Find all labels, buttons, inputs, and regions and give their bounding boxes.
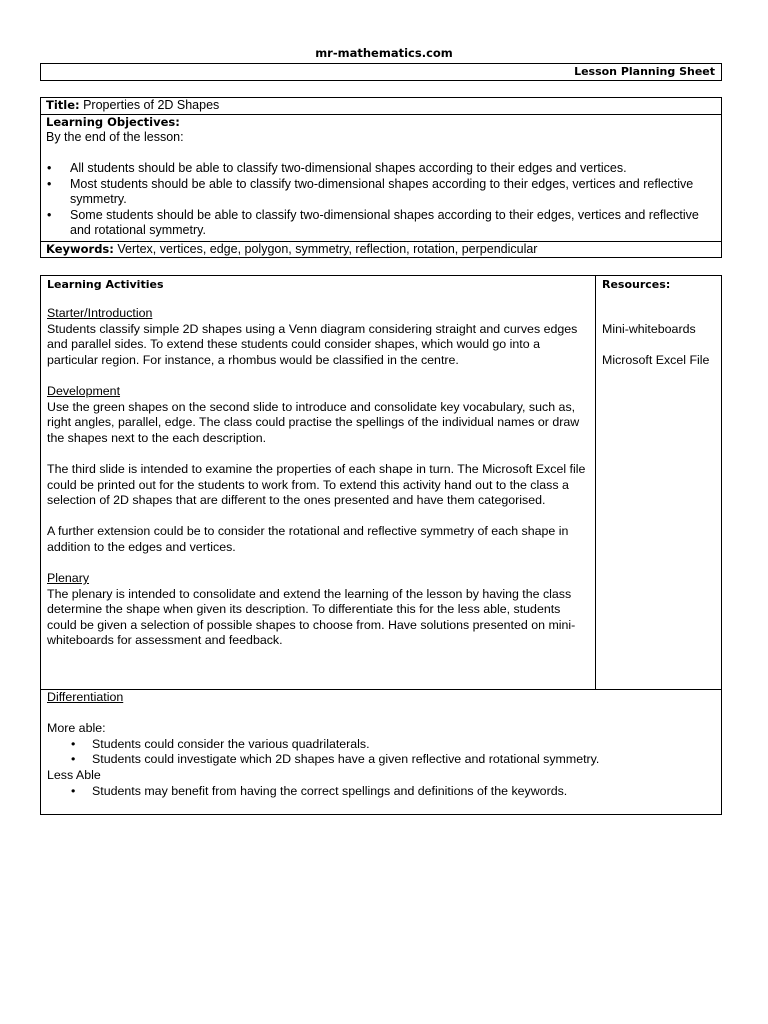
keywords-row bbox=[41, 242, 721, 258]
resources-heading: Resources: bbox=[602, 278, 671, 291]
list-item: • All students should be able to classify two-dimensional shapes according to their edges and vertices. bbox=[47, 161, 627, 176]
bullet-icon: • bbox=[47, 176, 52, 191]
title-label: Title: bbox=[46, 98, 80, 112]
starter-heading: Starter/Introduction bbox=[47, 306, 153, 320]
development-text: The third slide is intended to examine the properties of each shape in turn. The Microsoft Excel file could be printed out for the students to work from. To extend this activity hand out to the class a selection of 2D shapes that are different to the ones presented and have them categorised. bbox=[47, 461, 586, 508]
more-able-label: More able: bbox=[47, 721, 106, 736]
bullet-icon: • bbox=[47, 207, 52, 222]
objectives-label: Learning Objectives: bbox=[46, 114, 180, 129]
activities-heading: Learning Activities bbox=[47, 278, 164, 291]
title-row bbox=[41, 98, 721, 115]
objectives-list bbox=[46, 161, 716, 239]
plenary-heading: Plenary bbox=[47, 571, 90, 586]
list-item: • Students could investigate which 2D shapes have a given reflective and rotational symmetry. bbox=[71, 752, 600, 767]
objectives-row bbox=[41, 115, 721, 242]
differentiation-heading: Differentiation bbox=[47, 690, 124, 704]
less-able-list bbox=[47, 784, 715, 800]
resource-item: Mini-whiteboards bbox=[602, 322, 696, 336]
list-item: • Students could consider the various quadrilaterals. bbox=[71, 736, 370, 751]
keywords-label: Keywords: bbox=[46, 241, 114, 256]
learning-activities bbox=[41, 276, 596, 689]
activities-box bbox=[40, 275, 722, 815]
bullet-icon: • bbox=[71, 752, 76, 767]
differentiation-section bbox=[41, 690, 721, 799]
keywords-value: Vertex, vertices, edge, polygon, symmetry, reflection, rotation, perpendicular bbox=[113, 241, 538, 256]
more-able-list bbox=[47, 737, 715, 768]
resource-item: Microsoft Excel File bbox=[602, 353, 710, 368]
list-item: • Most students should be able to classify two-dimensional shapes according to their edges, vertices and reflective symmetry. bbox=[47, 176, 694, 207]
development-text: Use the green shapes on the second slide to introduce and consolidate key vocabulary, such as, right angles, parallel, edge. The class could practise the spellings of the individual names or draw the shapes next to the each description. bbox=[47, 399, 580, 445]
list-item: • Students may benefit from having the correct spellings and definitions of the keywords. bbox=[71, 783, 568, 798]
development-text: A further extension could be to consider the rotational and reflective symmetry of each shape in addition to the edges and vertices. bbox=[47, 524, 569, 554]
sheet-title-box bbox=[40, 63, 722, 81]
resources-column bbox=[596, 276, 721, 689]
less-able-label: Less Able bbox=[47, 767, 101, 782]
site-title: mr-mathematics.com bbox=[315, 46, 453, 60]
list-item: • Some students should be able to classify two-dimensional shapes according to their edges, vertices and reflective and rotational symmetry. bbox=[47, 207, 699, 238]
activities-grid bbox=[41, 276, 721, 690]
development-heading: Development bbox=[47, 383, 121, 398]
sheet-title: Lesson Planning Sheet bbox=[574, 65, 715, 78]
bullet-icon: • bbox=[71, 783, 76, 798]
objectives-intro: By the end of the lesson: bbox=[46, 130, 184, 144]
lesson-title: Properties of 2D Shapes bbox=[79, 98, 220, 112]
starter-text: Students classify simple 2D shapes using a Venn diagram considering straight and curves edges and parallel sides. To extend these students could consider shapes, which would go into a particular region. For instance, a rhombus would be classified in the centre. bbox=[47, 321, 578, 367]
bullet-icon: • bbox=[71, 736, 76, 751]
objectives-box bbox=[40, 97, 722, 258]
bullet-icon: • bbox=[47, 161, 52, 176]
plenary-text: The plenary is intended to consolidate and extend the learning of the lesson by having the class determine the shape when given its description. To differentiate this for the less able, students could be given a selection of possible shapes to choose from. Have solutions presented on mini-whiteboards for assessment and feedback. bbox=[47, 586, 576, 648]
